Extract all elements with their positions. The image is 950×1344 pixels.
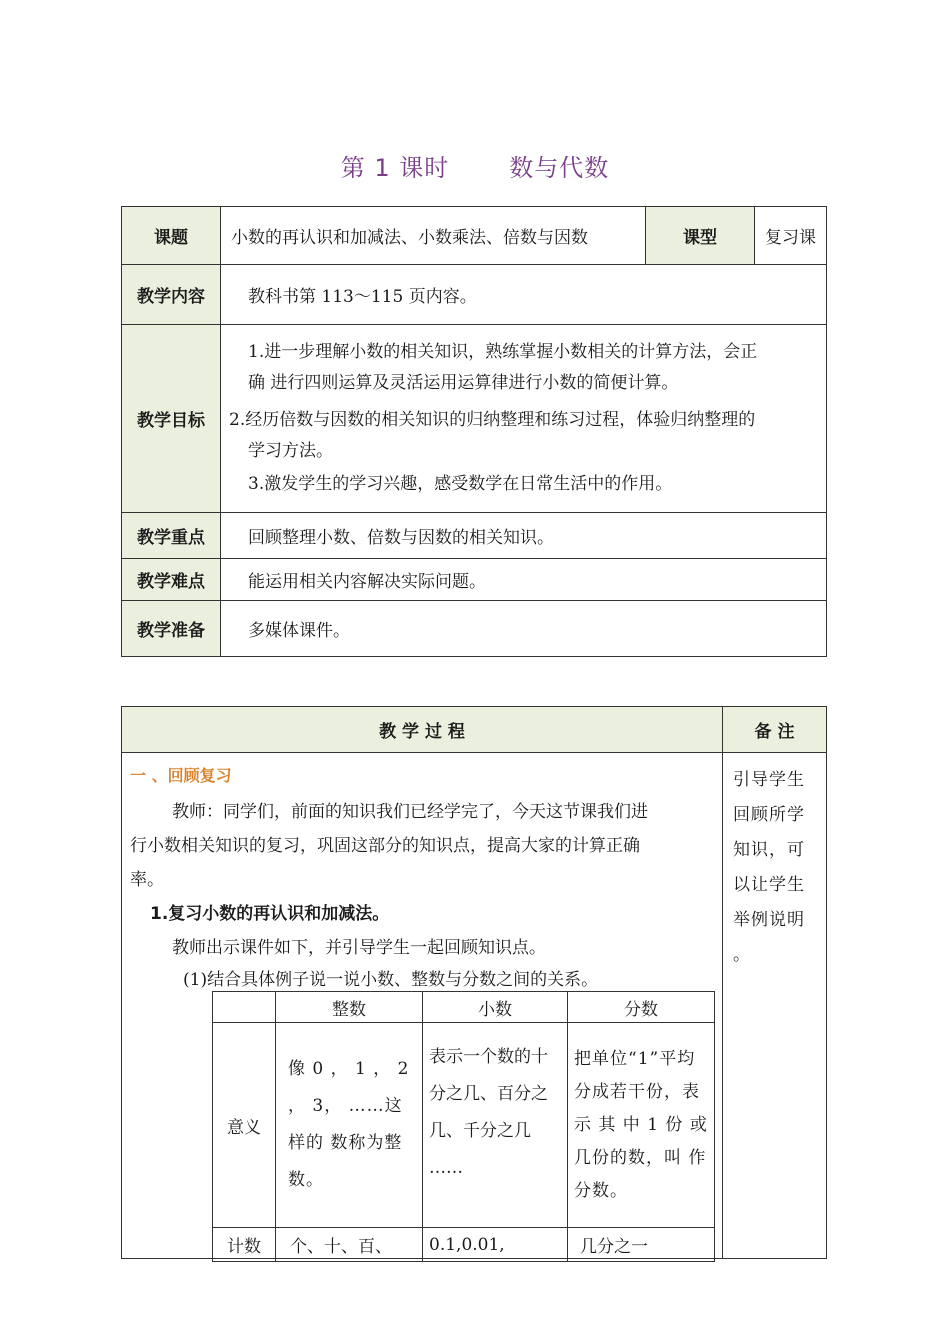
note-cell: 引导学生回顾所学知识，可以让学生举例说明 。 — [723, 753, 827, 1259]
meaning-fraction: 把单位“1”平均分成若干份，表 示 其 中 1 份 或几份的数，叫 作分数。 — [568, 1023, 715, 1228]
key-label: 教学重点 — [122, 513, 221, 559]
goal-label: 教学目标 — [122, 325, 221, 513]
difficulty-label: 教学难点 — [122, 559, 221, 601]
row-meaning-label: 意义 — [213, 1023, 276, 1228]
key-value: 回顾整理小数、倍数与因数的相关知识。 — [221, 513, 827, 559]
prep-label: 教学准备 — [122, 601, 221, 657]
topic-label: 课题 — [122, 207, 221, 265]
row-count-label: 计数 — [213, 1228, 276, 1262]
topic-value: 小数的再认识和加减法、小数乘法、倍数与因数 — [221, 207, 646, 265]
process-header: 教 学 过 程 — [122, 707, 723, 753]
item-1-title: 1.复习小数的再认识和加减法。 — [150, 904, 390, 924]
process-body: 一 、回顾复习 教师：同学们，前面的知识我们已经学完了，今天这节课我们进 行小数相关知识的复习，巩固这部分的知识点，提高大家的计算正确 率。 1.复习小数的再认识和加减法。 教师出示课件如下，并引导学生一起回顾知识点。 (1)结合具体例子说一说小数、整数与分数之间的关系。 — [122, 753, 723, 1259]
type-value: 复习课 — [755, 207, 827, 265]
prep-value: 多媒体课件。 — [221, 601, 827, 657]
header-decimal: 小数 — [423, 992, 568, 1023]
meaning-decimal: 表示一个数的十分之几、百分之几、千分之几 …… — [423, 1023, 568, 1228]
page-title: 第 1 课时 数与代数 — [340, 154, 610, 182]
content-value: 教科书第 113～115 页内容。 — [221, 265, 827, 325]
compare-table: 整数 小数 分数 意义 像 0 ， 1 ， 2 ， 3， ……这样的 数称为整数。 表示一个数的十分之几、百分之几、千分之几 …… 把单位“1”平均分成若干份，表 示 其 中 1 份 或几份的数，叫 作分数。 计数 个、十、百、 0.1,0.01, 几分之一 — [212, 991, 715, 1262]
notes-header: 备 注 — [723, 707, 827, 753]
meaning-integer: 像 0 ， 1 ， 2 ， 3， ……这样的 数称为整数。 — [276, 1023, 423, 1228]
section-title: 一 、回顾复习 — [130, 766, 232, 785]
lesson-info-table — [121, 206, 827, 657]
header-fraction: 分数 — [568, 992, 715, 1023]
header-integer: 整数 — [276, 992, 423, 1023]
type-label: 课型 — [646, 207, 755, 265]
content-label: 教学内容 — [122, 265, 221, 325]
goal-value: 1.进一步理解小数的相关知识，熟练掌握小数相关的计算方法，会正 确 进行四则运算及灵活运用运算律进行小数的简便计算。 2.经历倍数与因数的相关知识的归纳整理和练习过程，体验归纳整理的 学习方法。 3.激发学生的学习兴趣，感受数学在日常生活中的作用。 — [221, 325, 827, 513]
difficulty-value: 能运用相关内容解决实际问题。 — [221, 559, 827, 601]
